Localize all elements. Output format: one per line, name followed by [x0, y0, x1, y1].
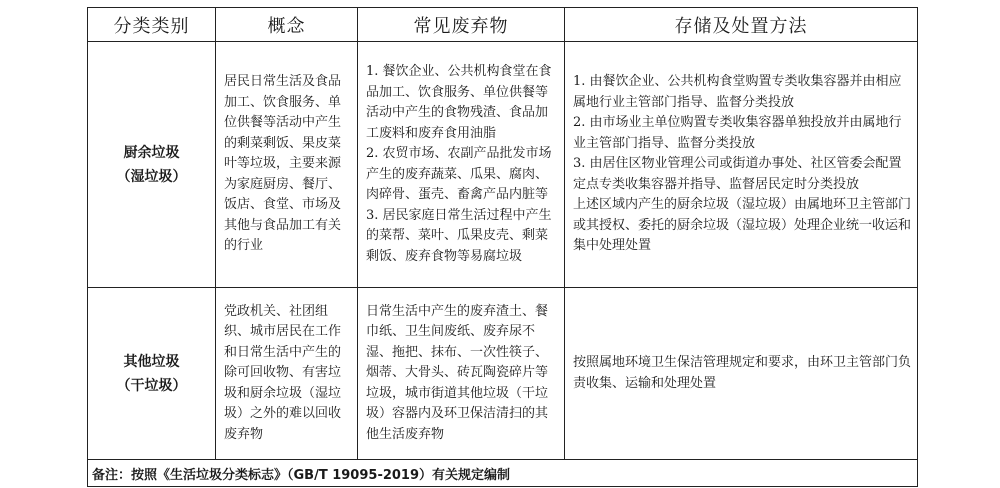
concept-cell	[216, 288, 358, 460]
method-item: 1. 由餐饮企业、公共机构食堂购置专类收集容器并由相应属地行业主管部门指导、监督分类投放	[573, 74, 902, 110]
waste-item: 1. 餐饮企业、公共机构食堂在食品加工、饮食服务、单位供餐等活动中产生的食物残渣、食品加工废料和废弃食用油脂	[366, 64, 552, 141]
table-header-row	[88, 8, 918, 42]
table-row-other-waste	[88, 288, 918, 460]
method-item: 2. 由市场业主单位购置专类收集容器单独投放并由属地行业主管部门指导、监督分类投放	[573, 115, 902, 151]
wastes-cell	[358, 42, 565, 288]
category-name: 其他垃圾	[123, 353, 180, 370]
methods-cell	[565, 288, 918, 460]
header-methods: 存储及处置方法	[565, 8, 918, 42]
method-item: 按照属地环境卫生保洁管理规定和要求，由环卫主管部门负责收集、运输和处理处置	[573, 355, 912, 391]
methods-cell	[565, 42, 918, 288]
method-item: 3. 由居住区物业管理公司或街道办事处、社区管委会配置定点专类收集容器并指导、监督居民定时分类投放	[573, 156, 902, 192]
waste-item: 3. 居民家庭日常生活过程中产生的菜帮、菜叶、瓜果皮壳、剩菜剩饭、废弃食物等易腐垃圾	[366, 207, 552, 264]
table-row-kitchen-waste	[88, 42, 918, 288]
method-item: 上述区域内产生的厨余垃圾（湿垃圾）由属地环卫主管部门或其授权、委托的厨余垃圾（湿垃圾）处理企业统一收运和集中处理处置	[573, 197, 912, 254]
table-note-row	[88, 460, 918, 487]
waste-item: 日常生活中产生的废弃渣土、餐巾纸、卫生间废纸、废弃尿不湿、拖把、抹布、一次性筷子、烟蒂、大骨头、砖瓦陶瓷碎片等垃圾，城市街道其他垃圾（干垃圾）容器内及环卫保洁清扫的其他生活废弃物	[366, 303, 549, 442]
concept-cell	[216, 42, 358, 288]
category-cell	[88, 42, 216, 288]
header-wastes: 常见废弃物	[358, 8, 565, 42]
concept-text: 党政机关、社团组织、城市居民在工作和日常生活中产生的除可回收物、有害垃圾和厨余垃圾（湿垃圾）之外的难以回收废弃物	[224, 303, 342, 442]
waste-item: 2. 农贸市场、农副产品批发市场产生的废弃蔬菜、瓜果、腐肉、肉碎骨、蛋壳、畜禽产品内脏等	[366, 146, 552, 202]
category-name: 厨余垃圾	[123, 144, 180, 161]
category-cell	[88, 288, 216, 460]
wastes-cell	[358, 288, 565, 460]
category-alias: （干垃圾）	[116, 377, 187, 394]
header-concept: 概念	[216, 8, 358, 42]
waste-classification-table	[87, 7, 918, 487]
category-alias: （湿垃圾）	[116, 168, 187, 185]
header-category: 分类类别	[88, 8, 216, 42]
table-note: 备注：按照《生活垃圾分类标志》（GB/T 19095-2019）有关规定编制	[88, 460, 918, 487]
concept-text: 居民日常生活及食品加工、饮食服务、单位供餐等活动中产生的剩菜剩饭、果皮菜叶等垃圾，主要来源为家庭厨房、餐厅、饭店、食堂、市场及其他与食品加工有关的行业	[224, 74, 342, 254]
